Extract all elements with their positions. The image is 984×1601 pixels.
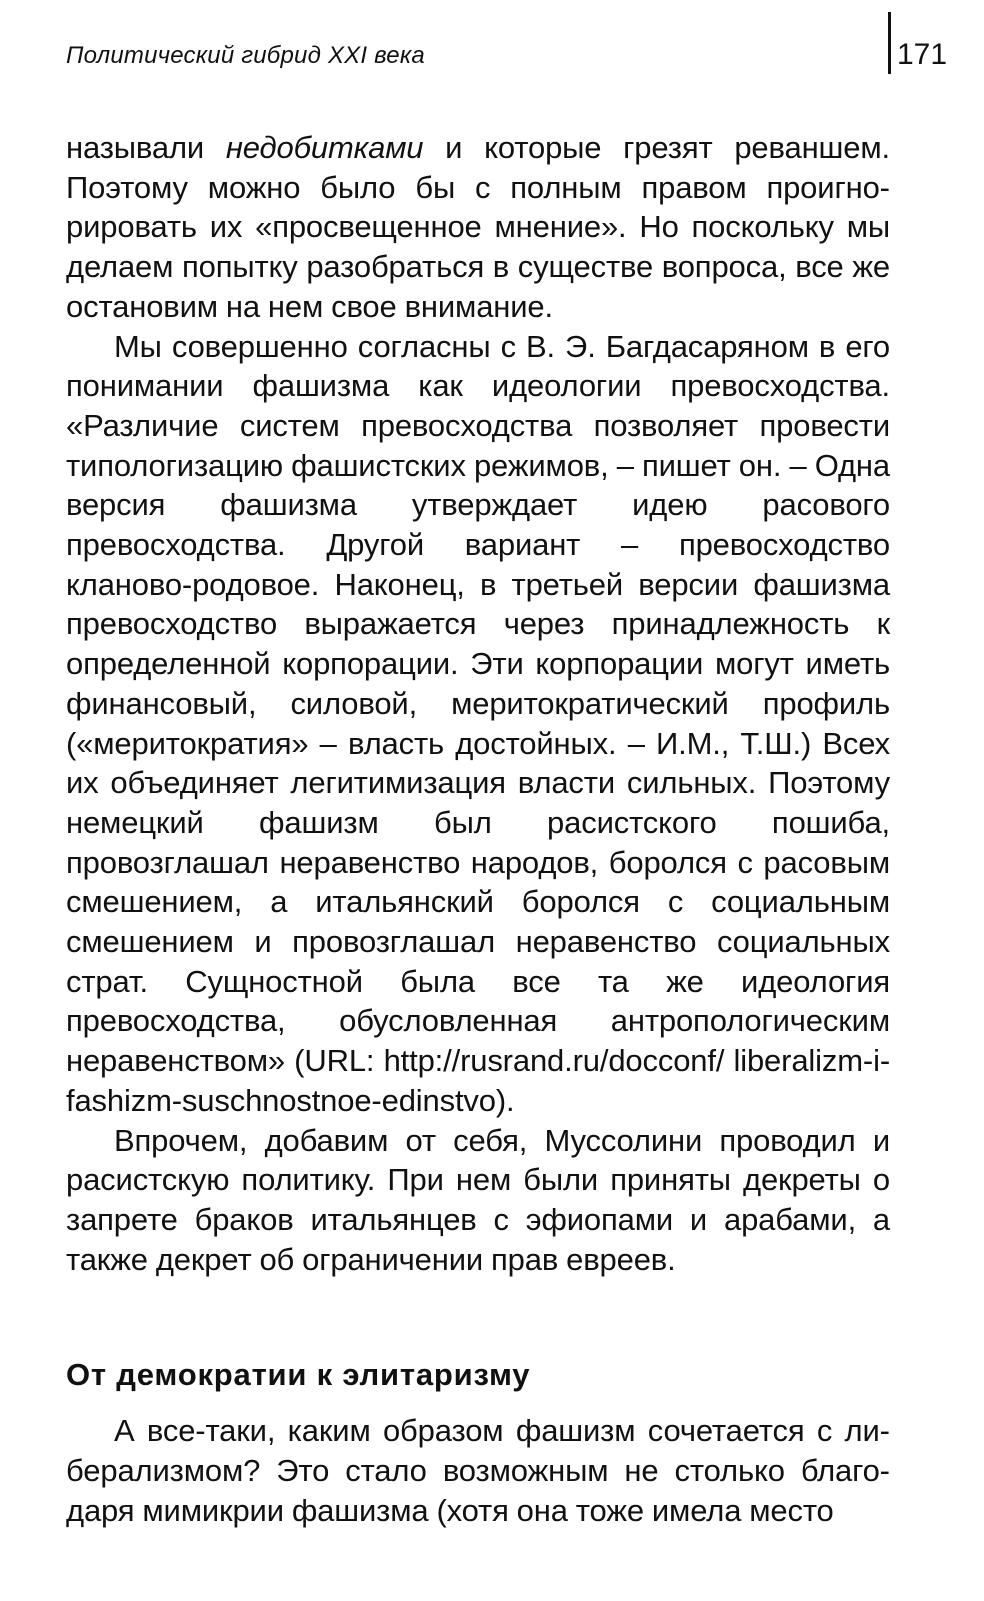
- paragraph-3: Впрочем, добавим от себя, Муссолини проводил и расистскую политику. При нем были приняты декреты о запрете браков итальянцев с эфиопами и арабами, а также декрет об ограничении прав евреев.: [66, 1122, 890, 1277]
- paragraph-2: Мы совершенно согласны с В. Э. Багдасаряном в его понимании фашизма как идеологии превосходства. «Различие систем превосходства позволяет провести типологизацию фашистских режимов, – пишет он. – Одна версия фашизма утверждает идею расового превосходства. Другой вариант – превосходство кланово-родовое. Наконец, в третьей версии фашизма превосходство выражается через принадлежность к определенной корпорации. Эти корпорации могут иметь финансовый, силовой, меритократический профиль («меритократия» – власть достойных. – И.М., Т.Ш.) Всех их объединяет легитимизация власти сильных. Поэтому немецкий фашизм был расистского пошиба, провозглашал неравенство народов, боролся с расовым смешением, а итальянский боролся с социальным смешением и провозглашал неравенство социальных страт. Сущностной была все та же идеология превосходства, обусловленная антропологическим неравенством» (URL: http://rusrand.ru/docconf/ liberalizm-i-fashizm-suschnostnoe-edinstvo).: [66, 328, 890, 1118]
- paragraph-1: [66, 128, 890, 327]
- paragraph-1-rest: и которые грезят реваншем. Поэтому можно было бы с полным правом проигнорировать их «просвещенное мнение». Но поскольку мы делаем попытку разобраться в существе вопроса, все же остановим на нем свое внимание.: [66, 130, 890, 324]
- running-head: Политический гибрид XXI века: [66, 42, 425, 69]
- paragraph-1-start: называли: [66, 130, 226, 165]
- page-number: 171: [897, 38, 948, 71]
- page-body: [66, 128, 890, 1531]
- paragraph-4: А все-таки, каким образом фашизм сочетается с либерализмом? Это стало возможным не столько благодаря мимикрии фашизма (хотя она тоже имела место: [66, 1413, 890, 1528]
- emphasis-text: недобитками: [225, 130, 424, 165]
- section-title: От демократии к элитаризму: [66, 1357, 531, 1393]
- header-rule: [888, 12, 891, 74]
